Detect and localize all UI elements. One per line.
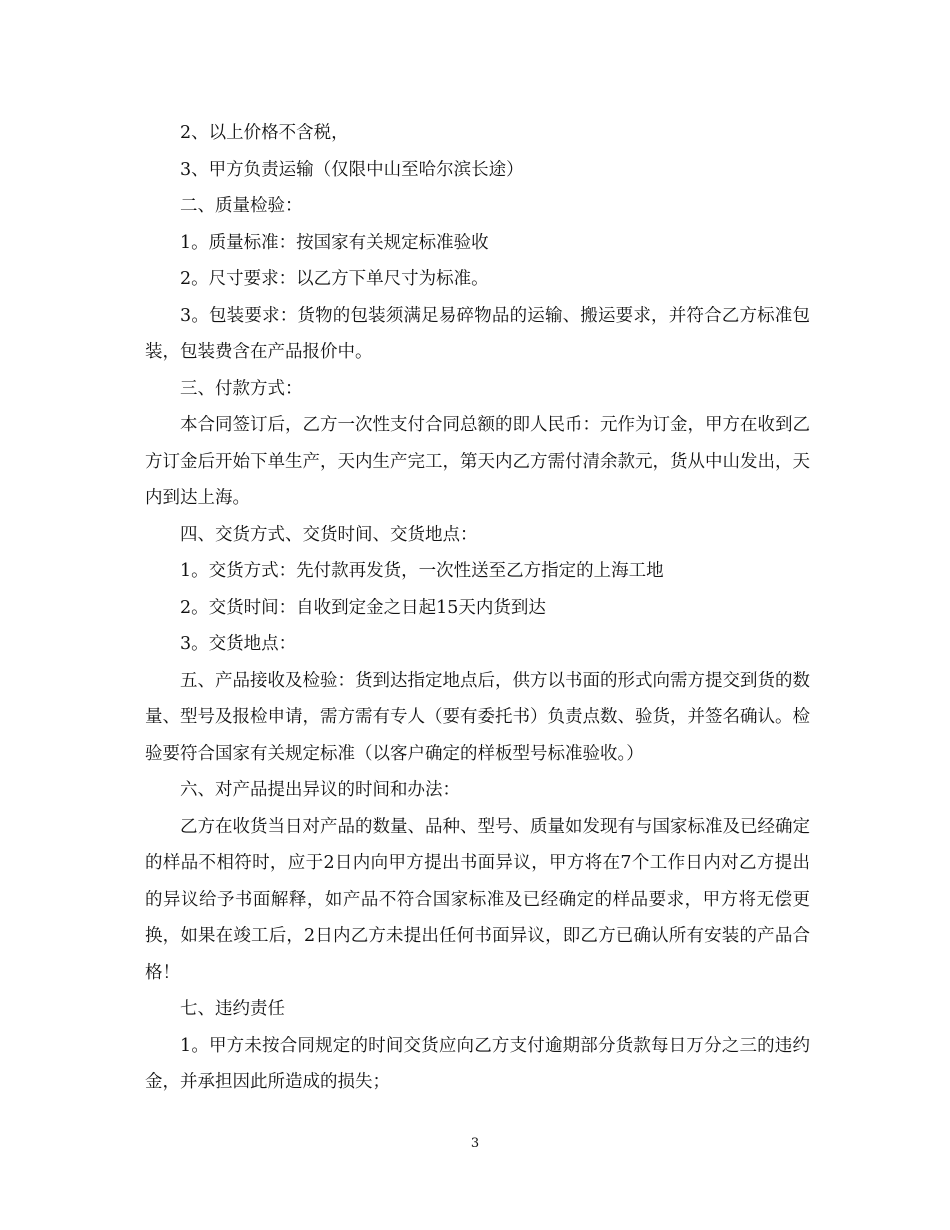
paragraph-delivery-location: 3。交货地点：	[180, 634, 297, 654]
section-heading-payment: 三、付款方式：	[180, 378, 303, 399]
section-heading-delivery: 四、交货方式、交货时间、交货地点：	[180, 524, 478, 545]
section-heading-quality: 二、质量检验：	[180, 196, 303, 216]
paragraph-delivery-method: 1。交货方式：先付款再发货，一次性送至乙方指定的上海工地	[180, 561, 664, 581]
paragraph-transport: 3、甲方负责运输（仅限中山至哈尔滨长途）	[180, 159, 524, 180]
paragraph-payment-terms: 本合同签订后，乙方一次性支付合同总额的即人民币：元作为订金，甲方在收到乙方订金后开始下单生产，天内生产完工，第天内乙方需付清余款元，货从中山发出，天内到达上海。	[145, 415, 810, 508]
paragraph-packaging: 3。包装要求：货物的包装须满足易碎物品的运输、搬运要求，并符合乙方标准包装，包装费含在产品报价中。	[145, 305, 810, 362]
page-number: 3	[470, 1136, 480, 1151]
paragraph-objection-terms: 乙方在收货当日对产品的数量、品种、型号、质量如发现有与国家标准及已经确定的样品不相符时，应于2日内向甲方提出书面异议，甲方将在7个工作日内对乙方提出的异议给予书面解释，如产品不符合国家标准及已经确定的样品要求，甲方将无偿更换，如果在竣工后，2日内乙方未提出任何书面异议，即乙方已确认所有安装的产品合格！	[145, 816, 810, 983]
section-heading-liability: 七、违约责任	[180, 999, 285, 1019]
section-heading-objection: 六、对产品提出异议的时间和办法：	[180, 780, 460, 800]
paragraph-size-requirement: 2。尺寸要求：以乙方下单尺寸为标准。	[180, 269, 489, 289]
document-body	[145, 115, 810, 1101]
paragraph-delivery-time: 2。交货时间：自收到定金之日起15天内货到达	[180, 597, 546, 618]
paragraph-late-delivery-penalty: 1。甲方未按合同规定的时间交货应向乙方支付逾期部分货款每日万分之三的违约金，并承担因此所造成的损失；	[145, 1035, 810, 1092]
paragraph-acceptance-inspection: 五、产品接收及检验：货到达指定地点后，供方以书面的形式向需方提交到货的数量、型号及报检申请，需方需有专人（要有委托书）负责点数、验货，并签名确认。检验要符合国家有关规定标准（以客户确定的样板型号标准验收。）	[145, 670, 810, 764]
paragraph-quality-standard: 1。质量标准：按国家有关规定标准验收	[180, 232, 489, 253]
paragraph-price-tax: 2、以上价格不含税，	[180, 123, 349, 143]
